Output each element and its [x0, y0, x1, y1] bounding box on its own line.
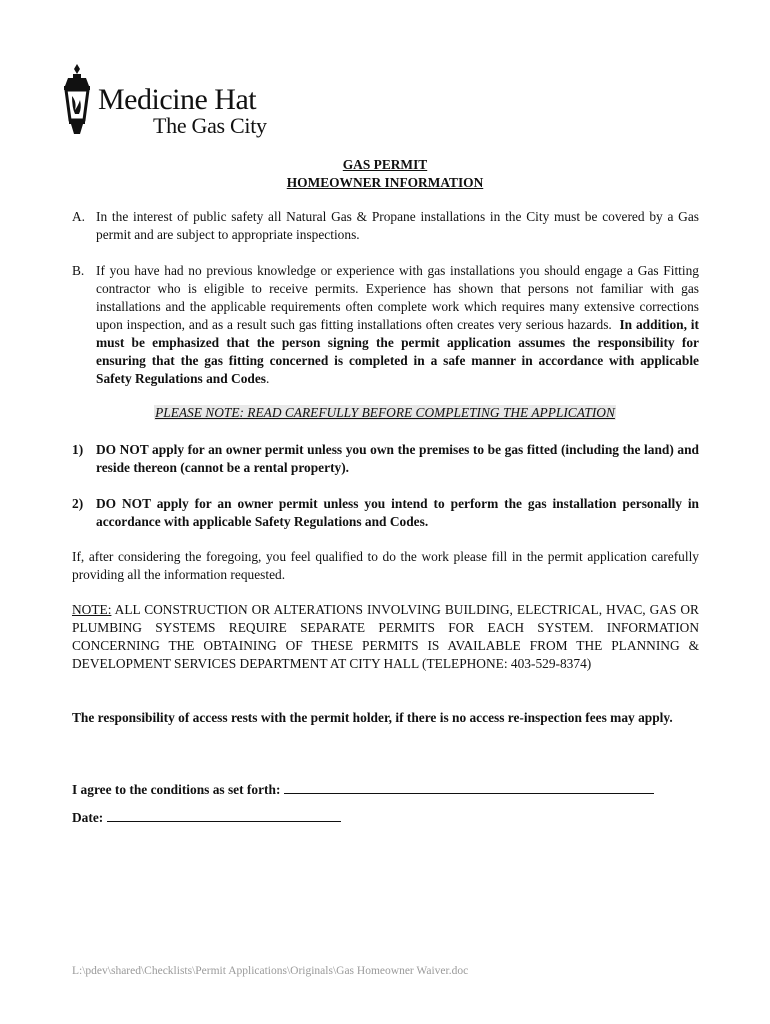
qualify-paragraph: If, after considering the foregoing, you feel qualified to do the work please fill in the permit application carefully providing all the information requested. [72, 549, 699, 582]
logo-tagline: The Gas City [153, 113, 267, 138]
agree-line [72, 781, 699, 799]
rule-2 [72, 495, 699, 531]
section-a-label: A. [72, 209, 86, 224]
rule-2-text: DO NOT apply for an owner permit unless you intend to perform the gas installation personally in accordance with applicable Safety Regulations and Codes. [96, 496, 699, 529]
construction-note [72, 601, 699, 673]
date-label: Date: [72, 810, 107, 825]
form-subtitle: HOMEOWNER INFORMATION [286, 175, 484, 190]
file-path-footer: L:\pdev\shared\Checklists\Permit Applications\Originals\Gas Homeowner Waiver.doc [72, 965, 469, 977]
section-b-emphasis: In addition, it must be emphasized that the person signing the permit application assumes the responsibility for ensuring that the gas fitting concerned is completed in a safe manner in accordance with applicable Safety Regulations and Codes [96, 317, 699, 386]
rule-2-label: 2) [72, 496, 84, 511]
please-note [0, 404, 770, 422]
please-note-text: PLEASE NOTE: READ CAREFULLY BEFORE COMPLETING THE APPLICATION [155, 405, 615, 420]
access-paragraph: The responsibility of access rests with the permit holder, if there is no access re-inspection fees may apply. [72, 710, 673, 725]
note-label: NOTE: [72, 602, 112, 617]
rule-1-label: 1) [72, 442, 84, 457]
section-a [72, 208, 699, 244]
date-field[interactable] [107, 809, 341, 822]
form-title: GAS PERMIT [342, 157, 428, 172]
section-a-text: In the interest of public safety all Natural Gas & Propane installations in the City must be covered by a Gas permit and are subject to appropriate inspections. [96, 209, 699, 242]
note-text: ALL CONSTRUCTION OR ALTERATIONS INVOLVING BUILDING, ELECTRICAL, HVAC, GAS OR PLUMBING SYSTEMS REQUIRE SEPARATE PERMITS FOR EACH SYSTEM. INFORMATION CONCERNING THE OBTAINING OF THESE PERMITS IS AVAILABLE FROM THE PLANNING & DEVELOPMENT SERVICES DEPARTMENT AT CITY HALL (TELEPHONE: 403-529-8374) [72, 602, 699, 671]
section-b-text [96, 262, 699, 388]
section-b-label: B. [72, 263, 85, 278]
rule-1-text: DO NOT apply for an owner permit unless you own the premises to be gas fitted (including the land) and reside thereon (cannot be a rental property). [96, 442, 699, 475]
date-line [72, 809, 699, 827]
lantern-icon [60, 62, 94, 138]
rule-1 [72, 441, 699, 477]
section-b-plain: If you have had no previous knowledge or experience with gas installations you should engage a Gas Fitting contractor who is eligible to receive permits. Experience has shown that persons not familiar with gas installations and the applicable requirements often complete work which requires many extensive corrections upon inspection, and as a result such gas fitting installations often creates very serious hazards. [96, 263, 699, 332]
logo-name: Medicine Hat [98, 83, 257, 116]
section-b [72, 262, 699, 388]
agree-signature-field[interactable] [284, 781, 654, 794]
section-b-end: . [266, 371, 270, 386]
agree-label: I agree to the conditions as set forth: [72, 782, 284, 797]
city-logo [60, 62, 300, 142]
